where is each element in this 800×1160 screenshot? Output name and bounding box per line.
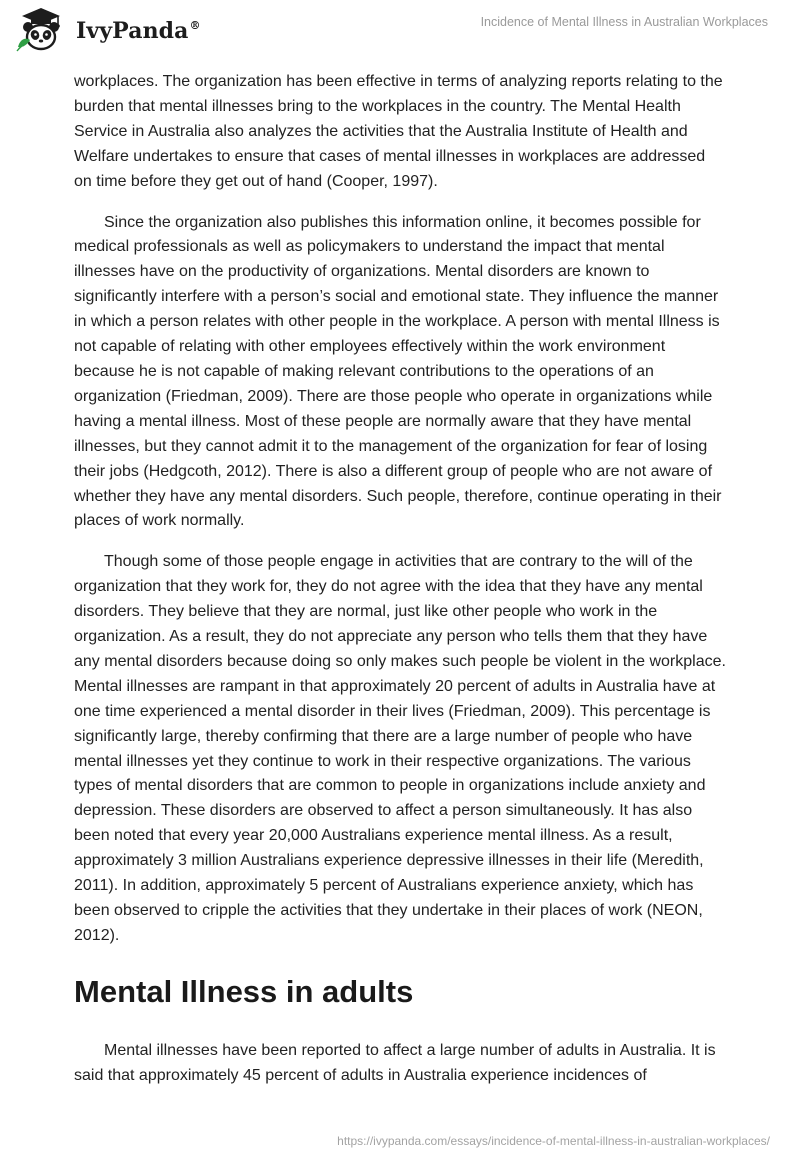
paragraph: Though some of those people engage in activities that are contrary to the will of the organization that they work for, they do not agree with the idea that they have any mental disorders. They believe that they are normal, just like other people who work in the organization. As a result, they do not appreciate any person who tells them that they have any mental disorders because doing so only makes such people be violent in the workplace. Mental illnesses are rampant in that approximately 20 percent of adults in Australia have at one time experienced a mental disorder in their lives (Friedman, 2009). This percentage is significantly large, thereby confirming that there are a large number of people who have mental illnesses yet they continue to work in their respective organizations. The various types of mental disorders that are common to people in organizations include anxiety and depression. These disorders are observed to affect a person simultaneously. It has also been noted that every year 20,000 Australians experience mental illness. As a result, approximately 3 million Australians experience depressive illnesses in their life (Meredith, 2011). In addition, approximately 5 percent of Australians experience anxiety, which has been observed to cripple the activities that they undertake in their places of work (NEON, 2012). [74,553,726,944]
essay-body [74,70,726,1089]
brand-name[interactable] [76,18,201,44]
page-header [0,0,800,60]
paragraph: Mental illnesses have been reported to affect a large number of adults in Australia. It is said that approximately 45 percent of adults in Australia experience incidences of [74,1041,716,1084]
document-title: Incidence of Mental Illness in Australian Workplaces [480,15,768,29]
registered-mark: ® [189,19,201,32]
paragraph-continued: workplaces. The organization has been effective in terms of analyzing reports relating to the burden that mental illnesses bring to the workplaces in the country. The Mental Health Service in Australia also analyzes the activities that the Australia Institute of Health and Welfare undertakes to ensure that cases of mental illnesses in workplaces are addressed on time before they get out of hand (Cooper, 1997). [74,73,723,190]
ivypanda-logo-icon[interactable] [14,7,68,53]
source-url[interactable]: https://ivypanda.com/essays/incidence-of-mental-illness-in-australian-workplaces/ [337,1134,770,1148]
section-heading: Mental Illness in adults [74,973,414,1009]
brand-name-text: IvyPanda [76,18,189,44]
paragraph: Since the organization also publishes this information online, it becomes possible for medical professionals as well as policymakers to understand the impact that mental illnesses have on the productivity of organizations. Mental disorders are known to significantly interfere with a person’s social and emotional state. They influence the manner in which a person relates with other people in the workplace. A person with mental Illness is not capable of relating with other employees effectively within the work environment because he is not capable of making relevant contributions to the operations of an organization (Friedman, 2009). There are those people who operate in organizations while having a mental illness. Most of these people are normally aware that they have mental illnesses, but they cannot admit it to the management of the organization for fear of losing their jobs (Hedgcoth, 2012). There is also a different group of people who are not aware of whether they have any mental disorders. Such people, therefore, continue operating in their places of work normally. [74,213,722,530]
